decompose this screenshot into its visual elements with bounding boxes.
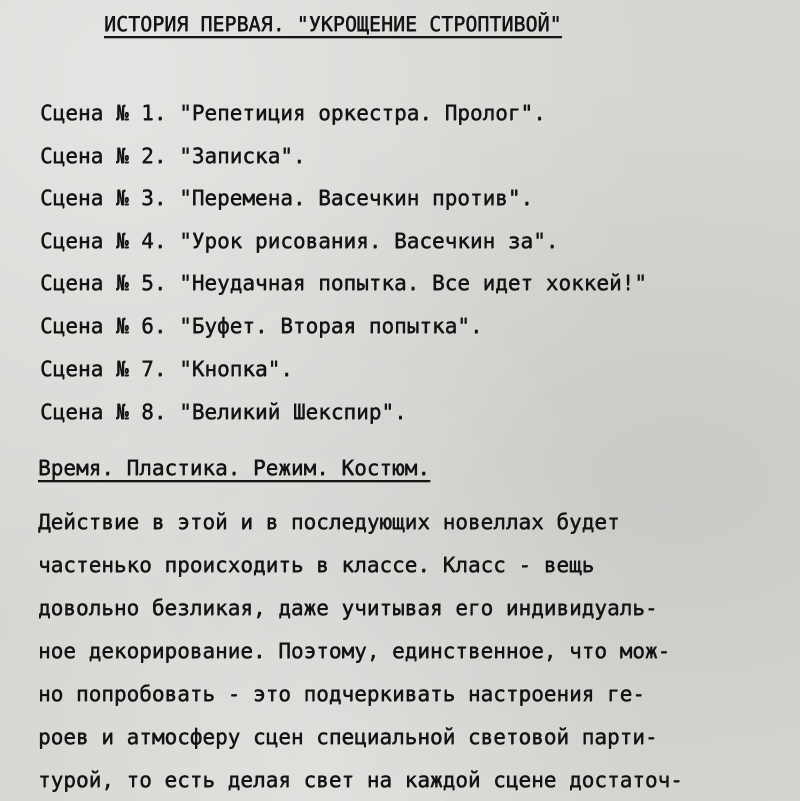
- scene-item-6: Сцена № 6. "Буфет. Вторая попытка".: [40, 314, 483, 338]
- body-line-3: довольно безликая, даже учитывая его индивидуаль-: [38, 596, 658, 620]
- body-line-7: турой, то есть делая свет на каждой сцене достаточ-: [38, 768, 683, 792]
- scene-item-5: Сцена № 5. "Неудачная попытка. Все идет хоккей!": [40, 271, 647, 295]
- body-line-6: роев и атмосферу сцен специальной световой парти-: [38, 725, 658, 749]
- body-line-1: Действие в этой и в последующих новеллах будет: [38, 510, 620, 534]
- body-line-2: частенько происходить в классе. Класс - вещь: [38, 553, 595, 577]
- section-heading: Время. Пластика. Режим. Костюм.: [38, 456, 430, 480]
- scene-item-7: Сцена № 7. "Кнопка".: [40, 357, 293, 381]
- scene-item-8: Сцена № 8. "Великий Шекспир".: [40, 400, 407, 424]
- scene-item-1: Сцена № 1. "Репетиция оркестра. Пролог".: [40, 101, 546, 125]
- body-line-5: но попробовать - это подчеркивать настроения ге-: [38, 682, 645, 706]
- scene-item-3: Сцена № 3. "Перемена. Васечкин против".: [40, 186, 534, 210]
- body-line-4: ное декорирование. Поэтому, единственное, что мож-: [38, 639, 671, 663]
- scene-item-2: Сцена № 2. "Записка".: [40, 144, 306, 168]
- scene-item-4: Сцена № 4. "Урок рисования. Васечкин за".: [40, 229, 559, 253]
- page-title: ИСТОРИЯ ПЕРВАЯ. "УКРОЩЕНИЕ СТРОПТИВОЙ": [104, 12, 562, 36]
